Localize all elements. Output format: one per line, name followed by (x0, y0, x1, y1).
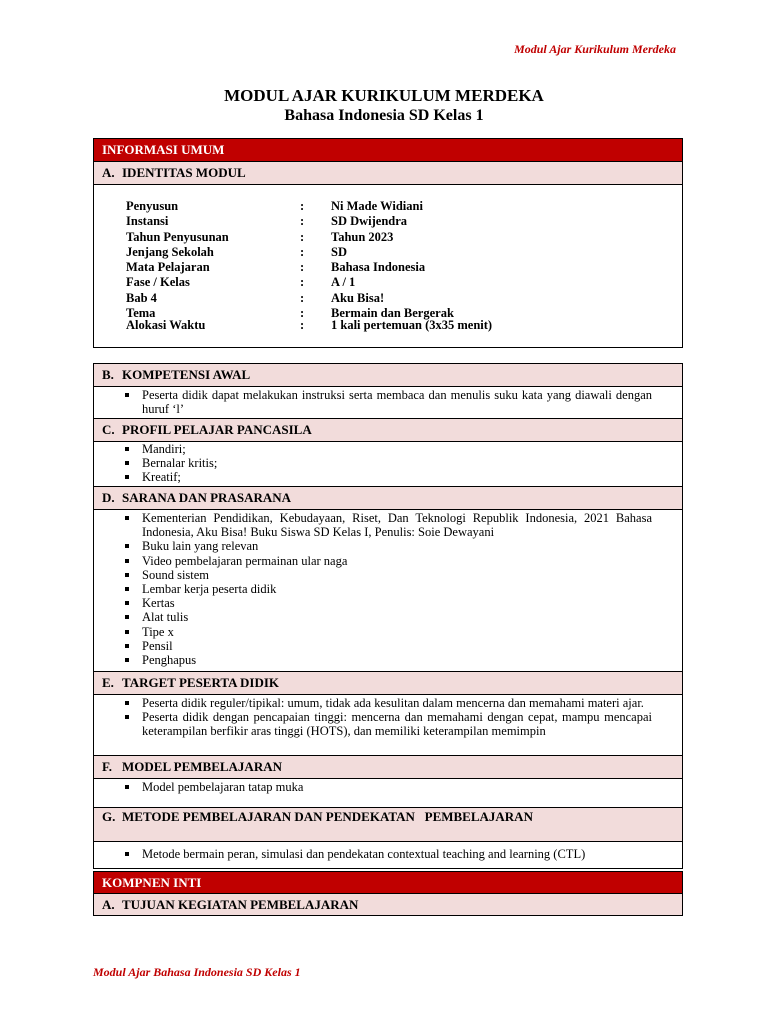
list-item: Peserta didik reguler/tipikal: umum, tidak ada kesulitan dalam mencerna dan memahami materi ajar. (142, 696, 652, 710)
list-item: Penghapus (142, 653, 652, 667)
identitas-colon: : (300, 260, 305, 275)
target-peserta-content (94, 695, 682, 756)
kompetensi-awal-content (94, 387, 682, 419)
identitas-colon: : (300, 229, 305, 244)
section-letter: A. (102, 896, 115, 912)
list-item: Metode bermain peran, simulasi dan pendekatan contextual teaching and learning (CTL) (142, 847, 652, 861)
document-subtitle: Bahasa Indonesia SD Kelas 1 (284, 107, 484, 124)
section-letter: B. (102, 367, 114, 382)
list-item: Buku lain yang relevan (142, 539, 652, 553)
identitas-value: 1 kali pertemuan (3x35 menit) (331, 318, 493, 333)
identitas-row (126, 275, 682, 290)
identitas-key: Penyusun (126, 199, 179, 213)
identitas-row (126, 291, 682, 306)
section-letter: C. (102, 422, 115, 437)
section-title: IDENTITAS MODUL (122, 165, 246, 180)
list-item: Kementerian Pendidikan, Kebudayaan, Riset, Dan Teknologi Republik Indonesia, 2021 Bahasa Indonesia, Aku Bisa! Buku Siswa SD Kelas I, Penulis: Soie Dewayani (142, 511, 652, 540)
page-header-note: Modul Ajar Kurikulum Merdeka (514, 42, 676, 56)
identitas-key: Alokasi Waktu (126, 318, 206, 333)
identitas-row (126, 199, 682, 214)
identitas-key: Tema (126, 306, 156, 321)
identitas-colon: : (300, 244, 305, 259)
identitas-colon: : (300, 199, 305, 213)
section-title: METODE PEMBELAJARAN DAN PENDEKATAN PEMBELAJARAN (122, 809, 533, 824)
identitas-colon: : (300, 214, 305, 229)
section-title: MODEL PEMBELAJARAN (122, 759, 282, 774)
model-pembelajaran-content (94, 779, 682, 808)
identitas-key: Bab 4 (126, 290, 157, 305)
kompetensi-awal-heading (94, 364, 682, 387)
identitas-table (94, 185, 682, 334)
document-title: MODUL AJAR KURIKULUM MERDEKA (224, 86, 544, 105)
page-footer-note: Modul Ajar Bahasa Indonesia SD Kelas 1 (93, 965, 301, 979)
list-item: Bernalar kritis; (142, 456, 652, 470)
section-letter: G. (102, 809, 116, 824)
metode-pembelajaran-heading (94, 808, 682, 842)
komponen-inti-box (93, 871, 683, 916)
target-peserta-heading (94, 672, 682, 695)
identitas-value: SD Dwijendra (331, 214, 408, 229)
identitas-key: Jenjang Sekolah (126, 244, 214, 259)
identitas-value: A / 1 (331, 275, 356, 290)
identitas-row (126, 230, 682, 245)
identitas-colon: : (300, 318, 305, 333)
list-item: Video pembelajaran permainan ular naga (142, 554, 652, 568)
identitas-key: Tahun Penyusunan (126, 229, 229, 244)
identitas-key: Fase / Kelas (126, 275, 190, 290)
list-item: Peserta didik dapat melakukan instruksi serta membaca dan menulis suku kata yang diawali dengan huruf ‘l’ (142, 388, 652, 417)
profil-pancasila-content (94, 442, 682, 487)
metode-pembelajaran-content (94, 842, 682, 869)
model-pembelajaran-heading (94, 756, 682, 779)
section-title: KOMPETENSI AWAL (122, 367, 251, 382)
informasi-umum-heading: INFORMASI UMUM (94, 139, 682, 162)
identitas-row (126, 245, 682, 260)
list-item: Tipe x (142, 625, 652, 639)
identitas-value: Ni Made Widiani (331, 199, 423, 213)
identitas-value: Bahasa Indonesia (331, 260, 426, 275)
identitas-row (126, 214, 682, 229)
sarana-prasarana-heading (94, 487, 682, 510)
identitas-modul-heading (94, 162, 682, 185)
section-letter: D. (102, 490, 115, 505)
list-item: Peserta didik dengan pencapaian tinggi: mencerna dan memahami dengan cepat, mampu mencapai keterampilan berfikir aras tinggi (HOTS), dan memiliki keterampilan memimpin (142, 710, 652, 739)
section-title: TUJUAN KEGIATAN PEMBELAJARAN (122, 896, 359, 912)
list-item: Mandiri; (142, 442, 652, 456)
identitas-colon: : (300, 290, 305, 305)
identitas-value: Bermain dan Bergerak (331, 306, 454, 321)
list-item: Pensil (142, 639, 652, 653)
section-letter: F. (102, 759, 112, 774)
komponen-inti-heading: KOMPNEN INTI (94, 872, 682, 894)
list-item: Lembar kerja peserta didik (142, 582, 652, 596)
section-letter: A. (102, 165, 115, 180)
list-item: Model pembelajaran tatap muka (142, 780, 652, 794)
identitas-colon: : (300, 306, 305, 321)
identitas-colon: : (300, 275, 305, 290)
list-item: Kreatif; (142, 470, 652, 484)
identitas-row (126, 318, 682, 333)
list-item: Sound sistem (142, 568, 652, 582)
identitas-key: Mata Pelajaran (126, 260, 210, 275)
identitas-value: Tahun 2023 (331, 229, 394, 244)
list-item: Alat tulis (142, 610, 652, 624)
informasi-umum-box (93, 138, 683, 348)
section-title: TARGET PESERTA DIDIK (122, 675, 280, 690)
sections-box (93, 363, 683, 869)
section-title: SARANA DAN PRASARANA (122, 490, 292, 505)
identitas-row (126, 260, 682, 275)
section-letter: E. (102, 675, 114, 690)
identitas-value: Aku Bisa! (331, 290, 385, 305)
list-item: Kertas (142, 596, 652, 610)
identitas-value: SD (331, 244, 347, 259)
tujuan-kegiatan-heading (94, 894, 682, 915)
sarana-prasarana-content (94, 510, 682, 672)
profil-pancasila-heading (94, 419, 682, 442)
section-title: PROFIL PELAJAR PANCASILA (122, 422, 312, 437)
identitas-key: Instansi (126, 214, 169, 229)
